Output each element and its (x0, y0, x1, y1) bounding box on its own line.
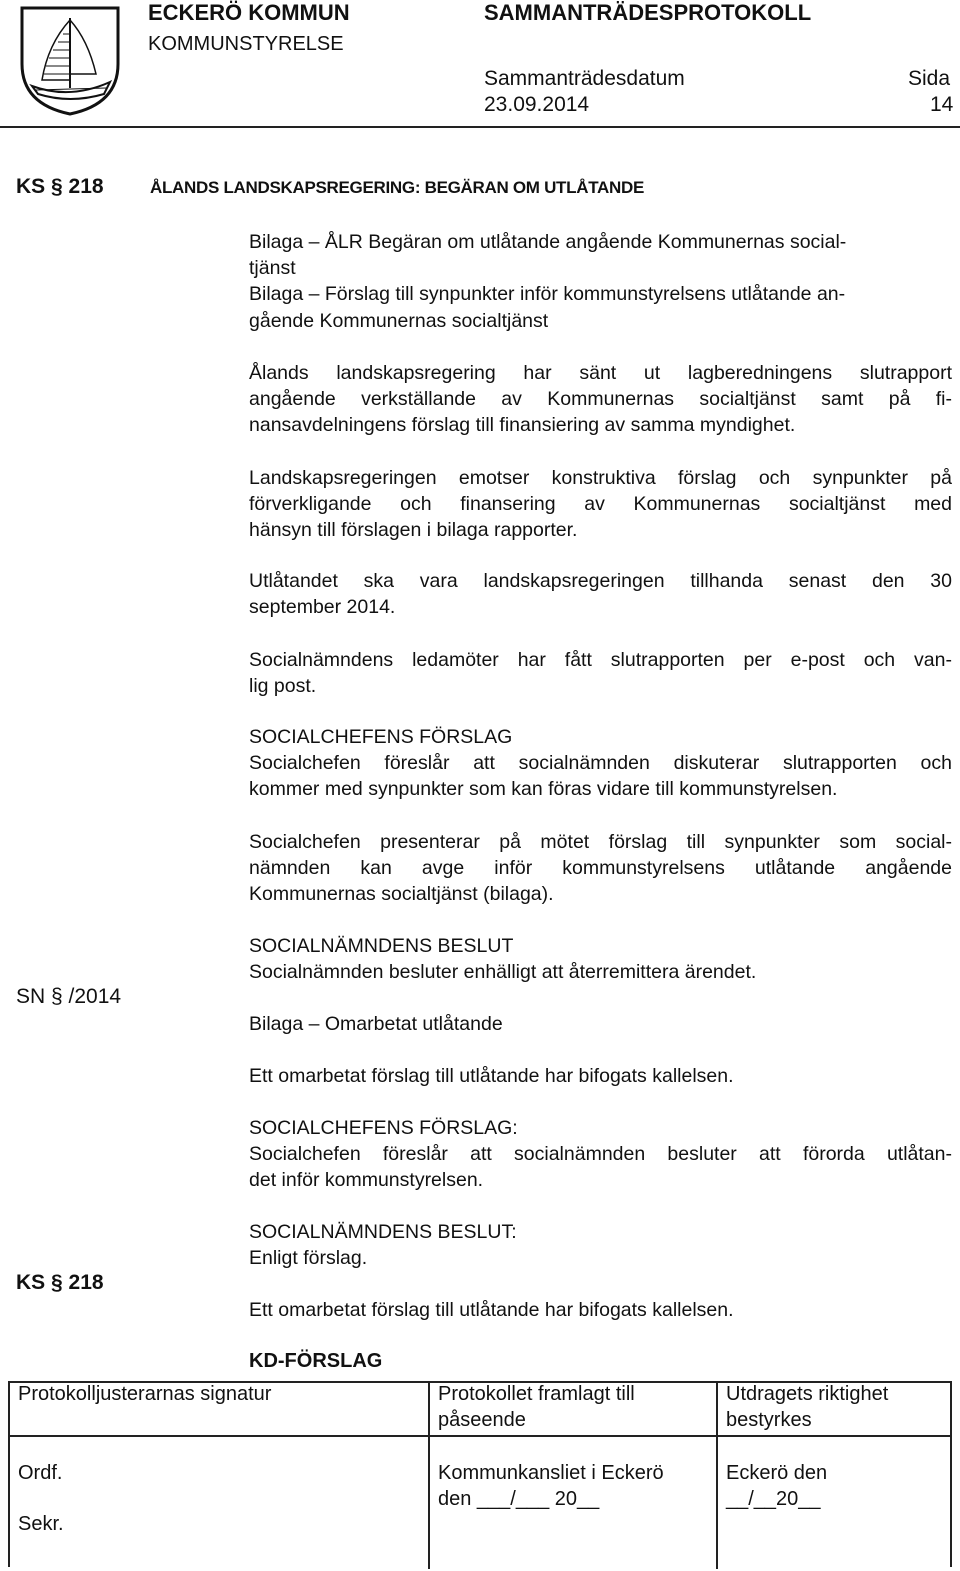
paragraph-line: Enligt förslag. (249, 1247, 368, 1270)
sn-reference: SN § /2014 (16, 985, 122, 1008)
paragraph-2 (249, 465, 952, 544)
header-page-label: Sida (908, 67, 951, 90)
header-document-type: SAMMANTRÄDESPROTOKOLL (484, 0, 812, 25)
paragraph-9 (249, 1063, 952, 1089)
header-date: 23.09.2014 (484, 93, 590, 116)
attachments-list (249, 229, 952, 334)
detail-line: den ___/___ 20__ (438, 1488, 600, 1510)
paragraph-line: Utlåtandet ska vara landskapsregeringen tillhanda senast den 30 (249, 570, 952, 592)
ks-reference: KS § 218 (16, 1271, 104, 1294)
header-date-label: Sammanträdesdatum (484, 67, 685, 90)
certification-column-heading (726, 1381, 888, 1433)
certification-details (726, 1460, 827, 1512)
heading-line: bestyrkes (726, 1409, 812, 1431)
subheading: SOCIALCHEFENS FÖRSLAG (249, 726, 513, 748)
column-divider (428, 1437, 430, 1569)
heading-line: Utdragets riktighet (726, 1383, 889, 1405)
paragraph-3 (249, 568, 952, 620)
secretary-signature-label: Sekr. (18, 1513, 64, 1535)
attachment-line: tjänst (249, 257, 296, 280)
paragraph-line: det inför kommunstyrelsen. (249, 1169, 484, 1192)
signature-column-heading: Protokolljusterarnas signatur (18, 1383, 272, 1405)
chair-signature-label: Ordf. (18, 1462, 63, 1484)
column-divider (428, 1383, 430, 1435)
column-divider (716, 1383, 718, 1435)
paragraph-8 (249, 1011, 952, 1037)
municipal-seal-logo (14, 4, 126, 116)
header-municipality: ECKERÖ KOMMUN (148, 0, 350, 25)
attachment-line: Bilaga – ÅLR Begäran om utlåtande angående Kommunernas social- (249, 231, 847, 253)
paragraph-line: hänsyn till förslagen i bilaga rapporter. (249, 519, 578, 542)
paragraph-line: Kommunernas socialtjänst (bilaga). (249, 883, 554, 906)
detail-line: Eckerö den (726, 1462, 828, 1484)
kd-proposal-heading: KD-FÖRSLAG (249, 1350, 383, 1372)
subheading: SOCIALNÄMNDENS BESLUT (249, 935, 514, 957)
paragraph-line: Socialchefen föreslår att socialnämnden besluter att förorda utlåtan- (249, 1143, 952, 1166)
header-page-number: 14 (930, 93, 954, 116)
paragraph-line: Socialnämnden besluter enhälligt att återremittera ärendet. (249, 961, 757, 984)
attachment-line: Bilaga – Förslag till synpunkter inför kommunstyrelsens utlåtande an- (249, 283, 846, 306)
paragraph-5 (249, 724, 952, 803)
paragraph-line: Ett omarbetat förslag till utlåtande har bifogats kallelsen. (249, 1299, 734, 1321)
section-reference: KS § 218 (16, 175, 104, 198)
posting-column-heading (438, 1381, 635, 1433)
paragraph-12 (249, 1297, 952, 1323)
subheading: SOCIALCHEFENS FÖRSLAG: (249, 1117, 518, 1139)
detail-line: Kommunkansliet i Eckerö (438, 1462, 664, 1484)
paragraph-line: september 2014. (249, 596, 396, 619)
paragraph-line: förverkligande och finansering av Kommunernas socialtjänst med (249, 493, 952, 516)
paragraph-6 (249, 829, 952, 908)
attachment-line: gående Kommunernas socialtjänst (249, 309, 549, 332)
paragraph-1 (249, 360, 952, 439)
paragraph-line: Socialchefen presenterar på mötet förslag till synpunkter som social- (249, 831, 952, 853)
paragraph-line: kommer med synpunkter som kan föras vidare till kommunstyrelsen. (249, 778, 838, 801)
section-title: ÅLANDS LANDSKAPSREGERING: BEGÄRAN OM UTLÅTANDE (150, 178, 644, 197)
header-board: KOMMUNSTYRELSE (148, 33, 344, 55)
header-divider (0, 126, 960, 128)
paragraph-line: nämnden kan avge inför kommunstyrelsens utlåtande angående (249, 857, 952, 880)
paragraph-line: Socialnämndens ledamöter har fått slutrapporten per e-post och van- (249, 649, 952, 671)
subheading: SOCIALNÄMNDENS BESLUT: (249, 1221, 517, 1243)
paragraph-line: lig post. (249, 675, 317, 698)
paragraph-line: angående verkställande av Kommunernas socialtjänst samt på fi- (249, 388, 952, 411)
posting-details (438, 1460, 664, 1512)
paragraph-line: nansavdelningens förslag till finansiering av samma myndighet. (249, 414, 796, 437)
paragraph-line: Ålands landskapsregering har sänt ut lagberedningens slutrapport (249, 362, 952, 384)
paragraph-line: Ett omarbetat förslag till utlåtande har bifogats kallelsen. (249, 1065, 734, 1087)
paragraph-10 (249, 1115, 952, 1194)
paragraph-line: Landskapsregeringen emotser konstruktiva förslag och synpunkter på (249, 467, 952, 489)
paragraph-line: Bilaga – Omarbetat utlåtande (249, 1013, 503, 1035)
detail-line: __/__20__ (726, 1488, 821, 1510)
heading-line: påseende (438, 1409, 526, 1431)
column-divider (716, 1437, 718, 1569)
row-divider (10, 1435, 950, 1437)
heading-line: Protokollet framlagt till (438, 1383, 635, 1405)
paragraph-4 (249, 647, 952, 699)
paragraph-11 (249, 1219, 952, 1271)
signature-table (8, 1381, 952, 1567)
paragraph-7 (249, 933, 952, 985)
paragraph-line: Socialchefen föreslår att socialnämnden diskuterar slutrapporten och (249, 752, 952, 775)
